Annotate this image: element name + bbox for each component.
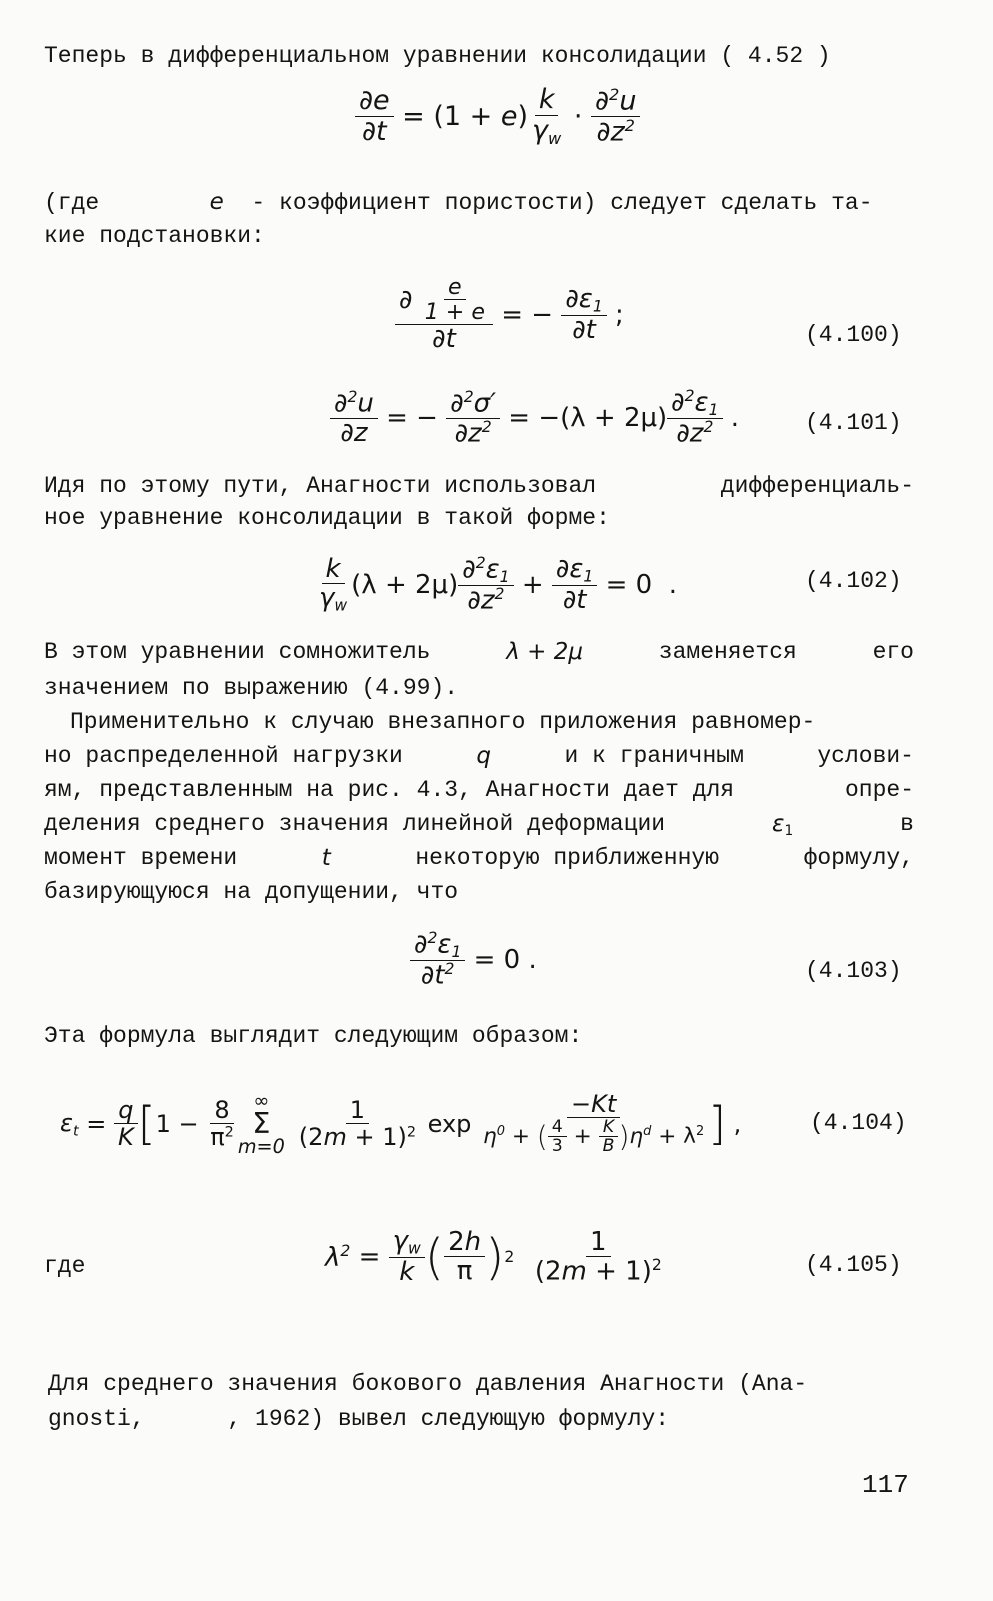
equation-4-104: $\varepsilon_t$ = $\frac{q}{K}$ [ 1 − $\frac{8}{\pi^2}$ ∞ Σ m=0 $\frac{1}{(2m + 1)^2}$ exp −Kt $\eta^0$ + ( $\frac{4}{3}$ + $\frac{K}{B}$ ) $\eta^d$ + $\lambda^2$ ] , xyxy=(60,1089,742,1158)
page-number: 117 xyxy=(862,1470,909,1500)
text-line-6: В этом уравнении сомножитель λ + 2μ заменяется его xyxy=(44,639,914,665)
text-line-3: кие подстановки: xyxy=(44,223,265,249)
text-line-1: Теперь в дифференциальном уравнении консолидации ( 4.52 ) xyxy=(44,43,831,69)
equation-4-52: $\frac{\partial e}{\partial t}$ = (1 + e) $\frac{k}{\gamma_w}$ · $\frac{\partial^2u}{\partial z^2}$ xyxy=(355,86,640,147)
equation-number: (4.101) xyxy=(805,410,902,436)
text-line-7: значением по выражению (4.99). xyxy=(44,675,459,701)
text-line-15: Для среднего значения бокового давления Анагности (Ana- xyxy=(48,1371,808,1397)
text-line-4: Идя по этому пути, Анагности использовал дифференциаль- xyxy=(44,473,914,499)
text-line-12: момент времени t некоторую приближенную формулу, xyxy=(44,845,914,871)
text-line-10: ям, представленным на рис. 4.3, Анагности дает для опре- xyxy=(44,777,914,803)
equation-4-102: $\frac{k}{\gamma_w}$ (λ + 2μ) $\frac{\partial^2\varepsilon_1}{\partial z^2}$ + $\frac{\partial\varepsilon_1}{\partial t}$ = 0 . xyxy=(319,553,677,616)
text-line-9: но распределенной нагрузки q и к граничным услови- xyxy=(44,743,914,769)
text-line-8: Применительно к случаю внезапного приложения равномер- xyxy=(70,709,816,735)
equation-4-103: $\frac{\partial^2\varepsilon_1}{\partial t^2}$ = 0 . xyxy=(410,930,537,990)
equation-number: (4.104) xyxy=(810,1110,907,1136)
equation-4-101: $\frac{\partial^2u}{\partial z}$ = − $\frac{\partial^2\sigma'}{\partial z^2}$ = −(λ + 2μ) $\frac{\partial^2\varepsilon_1}{\partial z^2}$ . xyxy=(330,388,739,448)
text-line-11: деления среднего значения линейной деформации $\varepsilon_1$ в xyxy=(44,811,914,840)
equation-4-100: ∂ $\frac{e}{1 + e}$ ∂t = − $\frac{\partial\varepsilon_1}{\partial t}$ ; xyxy=(395,276,624,354)
text-where: где xyxy=(44,1253,86,1279)
equation-number: (4.102) xyxy=(805,568,902,594)
equation-number: (4.100) xyxy=(805,322,902,348)
equation-number: (4.105) xyxy=(805,1252,902,1278)
equation-4-105: $\lambda^2$ = $\frac{\gamma_w}{k}$ ( $\frac{2h}{\pi}$ ) 2 $\frac{1}{(2m + 1)^2}$ xyxy=(325,1226,662,1288)
text-line-16: gnosti, , 1962) вывел следующую формулу: xyxy=(48,1406,670,1432)
text-line-5: ное уравнение консолидации в такой форме: xyxy=(44,505,610,531)
text-line-13: базирующуюся на допущении, что xyxy=(44,879,459,905)
text-line-2: (где е - коэффициент пористости) следует сделать та- xyxy=(44,189,873,216)
equation-number: (4.103) xyxy=(805,958,902,984)
text-line-14: Эта формула выглядит следующим образом: xyxy=(44,1023,583,1049)
